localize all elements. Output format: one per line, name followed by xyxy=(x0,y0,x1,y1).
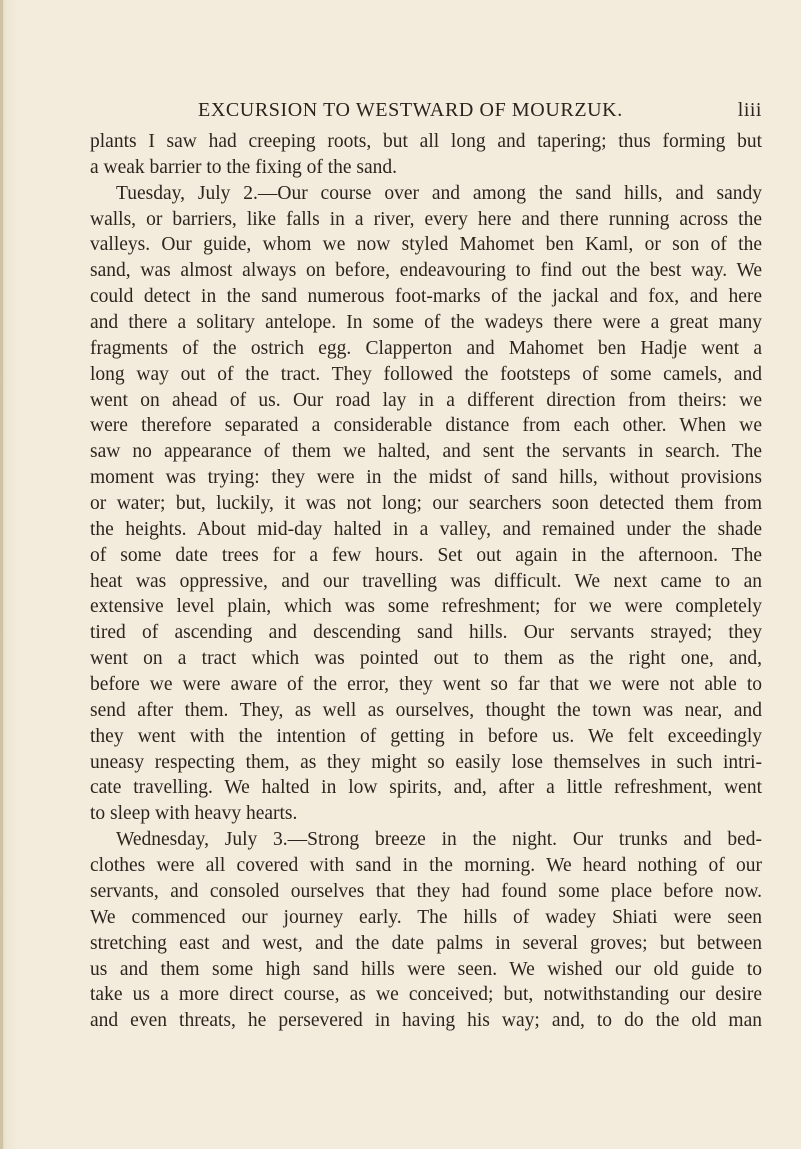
text-line: uneasy respecting them, as they might so easily lose themselves in such intri- xyxy=(90,751,762,773)
text-line: take us a more direct course, as we conceived; but, notwithstanding our desire xyxy=(90,984,762,1006)
body-text xyxy=(90,129,762,1034)
text-line: they went with the intention of getting in before us. We felt exceedingly xyxy=(90,725,762,747)
text-line: valleys. Our guide, whom we now styled Mahomet ben Kaml, or son of the xyxy=(90,234,762,256)
text-line: or water; but, luckily, it was not long; our searchers soon detected them from xyxy=(90,493,762,515)
text-line: long way out of the tract. They followed the footsteps of some camels, and xyxy=(90,363,762,385)
text-line: and even threats, he persevered in having his way; and, to do the old man xyxy=(90,1010,762,1032)
text-line: heat was oppressive, and our travelling was difficult. We next came to an xyxy=(90,570,762,592)
text-line: were therefore separated a considerable distance from each other. When we xyxy=(90,415,762,437)
text-line: extensive level plain, which was some refreshment; for we were completely xyxy=(90,596,762,618)
text-line: Tuesday, July 2.—Our course over and among the sand hills, and sandy xyxy=(116,182,762,204)
text-line: to sleep with heavy hearts. xyxy=(90,803,298,825)
running-head xyxy=(90,99,762,125)
text-line: went on a tract which was pointed out to them as the right one, and, xyxy=(90,648,762,670)
text-line: send after them. They, as well as ourselves, thought the town was near, and xyxy=(90,699,762,721)
text-line: walls, or barriers, like falls in a river, every here and there running across the xyxy=(90,208,762,230)
running-head-title: EXCURSION TO WESTWARD OF MOURZUK. xyxy=(198,99,623,121)
text-line: us and them some high sand hills were seen. We wished our old guide to xyxy=(90,958,762,980)
text-line: Wednesday, July 3.—Strong breeze in the night. Our trunks and bed- xyxy=(116,829,762,851)
text-line: the heights. About mid-day halted in a valley, and remained under the shade xyxy=(90,518,762,540)
text-line: fragments of the ostrich egg. Clapperton and Mahomet ben Hadje went a xyxy=(90,337,762,359)
text-line: and there a solitary antelope. In some of the wadeys there were a great many xyxy=(90,312,762,334)
text-line: tired of ascending and descending sand hills. Our servants strayed; they xyxy=(90,622,762,644)
text-line: went on ahead of us. Our road lay in a different direction from theirs: we xyxy=(90,389,762,411)
text-line: cate travelling. We halted in low spirits, and, after a little refreshment, went xyxy=(90,777,762,799)
page-gutter-edge xyxy=(0,0,3,1149)
text-line: moment was trying: they were in the midst of sand hills, without provisions xyxy=(90,467,762,489)
text-line: servants, and consoled ourselves that they had found some place before now. xyxy=(90,880,762,902)
text-line: of some date trees for a few hours. Set out again in the afternoon. The xyxy=(90,544,762,566)
text-line: sand, was almost always on before, endeavouring to find out the best way. We xyxy=(90,260,762,282)
page-number: liii xyxy=(737,99,762,121)
text-line: could detect in the sand numerous foot-marks of the jackal and fox, and here xyxy=(90,286,762,308)
text-line: clothes were all covered with sand in the morning. We heard nothing of our xyxy=(90,855,762,877)
text-line: plants I saw had creeping roots, but all long and tapering; thus forming but xyxy=(90,131,762,152)
text-line: a weak barrier to the fixing of the sand. xyxy=(90,156,398,178)
text-line: before we were aware of the error, they went so far that we were not able to xyxy=(90,674,762,696)
text-line: We commenced our journey early. The hills of wadey Shiati were seen xyxy=(90,906,762,928)
text-line: saw no appearance of them we halted, and sent the servants in search. The xyxy=(90,441,762,463)
text-line: stretching east and west, and the date palms in several groves; but between xyxy=(90,932,762,954)
